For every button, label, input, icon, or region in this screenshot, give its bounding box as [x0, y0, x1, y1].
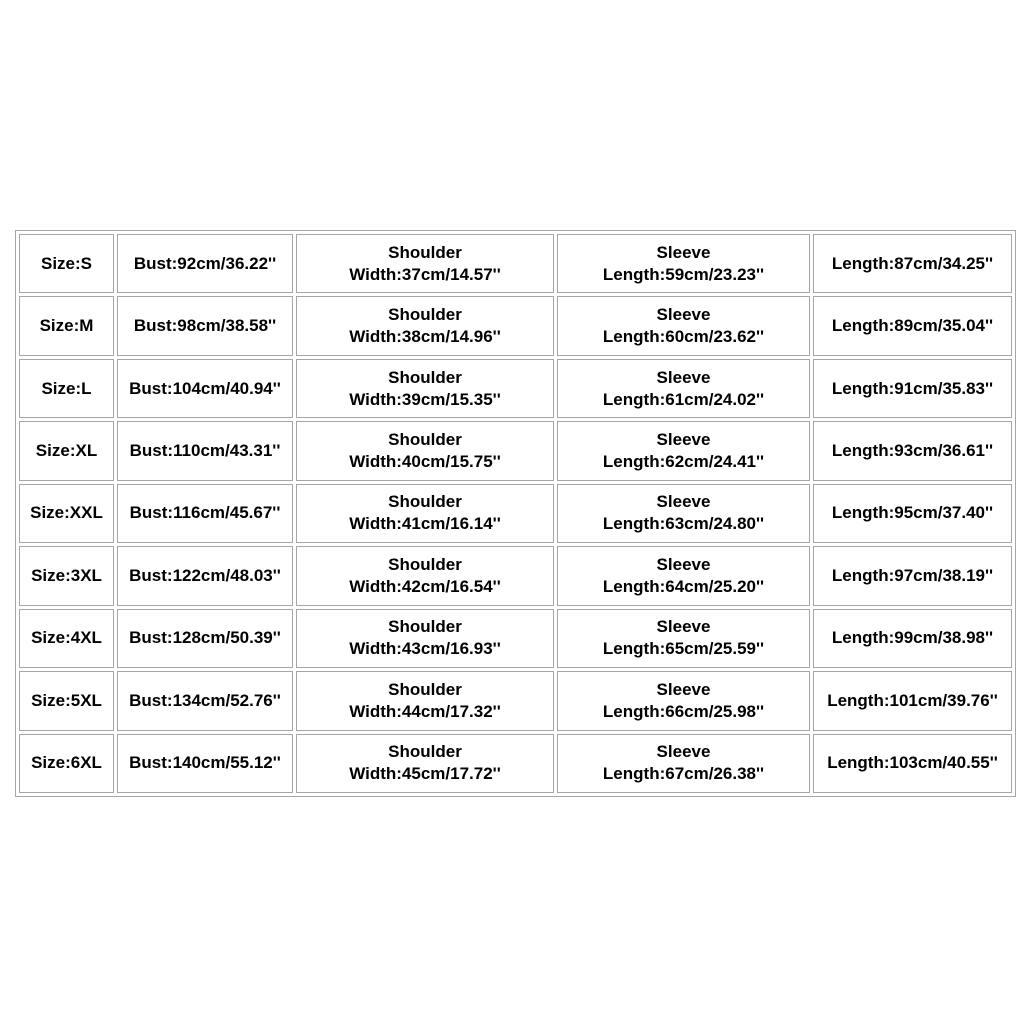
- size-row-xxl: [19, 484, 1012, 543]
- sleeve-value: Length:61cm/24.02'': [602, 389, 765, 409]
- shoulder-label: Shoulder: [388, 617, 462, 637]
- shoulder-width-cell: [296, 421, 554, 480]
- size-row-3xl: [19, 546, 1012, 605]
- shoulder-value: Width:43cm/16.93'': [349, 639, 501, 659]
- bust-cell: Bust:134cm/52.76'': [117, 671, 293, 730]
- bust-cell: Bust:140cm/55.12'': [117, 734, 293, 794]
- sleeve-label: Sleeve: [656, 742, 711, 762]
- bust-cell: Bust:116cm/45.67'': [117, 484, 293, 543]
- bust-cell: Bust:110cm/43.31'': [117, 421, 293, 480]
- shoulder-value: Width:41cm/16.14'': [349, 514, 501, 534]
- shoulder-label: Shoulder: [388, 679, 462, 699]
- sleeve-length-cell: [557, 609, 810, 668]
- size-chart-table: [15, 230, 1016, 797]
- bust-cell: Bust:98cm/38.58'': [117, 296, 293, 355]
- shoulder-label: Shoulder: [388, 554, 462, 574]
- sleeve-value: Length:67cm/26.38'': [602, 764, 765, 784]
- bust-cell: Bust:92cm/36.22'': [117, 234, 293, 293]
- sleeve-length-cell: [557, 234, 810, 293]
- length-cell: Length:101cm/39.76'': [813, 671, 1012, 730]
- sleeve-length-cell: [557, 359, 810, 418]
- sleeve-length-cell: [557, 421, 810, 480]
- shoulder-value: Width:37cm/14.57'': [349, 264, 501, 284]
- shoulder-width-cell: [296, 359, 554, 418]
- length-cell: Length:89cm/35.04'': [813, 296, 1012, 355]
- size-cell: Size:L: [19, 359, 114, 418]
- sleeve-label: Sleeve: [656, 367, 711, 387]
- sleeve-label: Sleeve: [656, 617, 711, 637]
- size-row-4xl: [19, 609, 1012, 668]
- sleeve-value: Length:62cm/24.41'': [602, 452, 765, 472]
- size-row-5xl: [19, 671, 1012, 730]
- bust-cell: Bust:122cm/48.03'': [117, 546, 293, 605]
- sleeve-length-cell: [557, 484, 810, 543]
- size-cell: Size:XL: [19, 421, 114, 480]
- sleeve-length-cell: [557, 734, 810, 794]
- shoulder-value: Width:42cm/16.54'': [349, 576, 501, 596]
- sleeve-label: Sleeve: [656, 242, 711, 262]
- shoulder-label: Shoulder: [388, 492, 462, 512]
- size-cell: Size:M: [19, 296, 114, 355]
- sleeve-value: Length:63cm/24.80'': [602, 514, 765, 534]
- length-cell: Length:97cm/38.19'': [813, 546, 1012, 605]
- shoulder-value: Width:39cm/15.35'': [349, 389, 501, 409]
- size-row-m: [19, 296, 1012, 355]
- shoulder-width-cell: [296, 609, 554, 668]
- shoulder-label: Shoulder: [388, 305, 462, 325]
- shoulder-width-cell: [296, 671, 554, 730]
- size-cell: Size:XXL: [19, 484, 114, 543]
- shoulder-width-cell: [296, 484, 554, 543]
- shoulder-value: Width:44cm/17.32'': [349, 701, 501, 721]
- sleeve-label: Sleeve: [656, 679, 711, 699]
- shoulder-value: Width:45cm/17.72'': [349, 764, 501, 784]
- shoulder-value: Width:38cm/14.96'': [349, 327, 501, 347]
- size-row-6xl: [19, 734, 1012, 794]
- sleeve-label: Sleeve: [656, 492, 711, 512]
- size-row-l: [19, 359, 1012, 418]
- length-cell: Length:99cm/38.98'': [813, 609, 1012, 668]
- shoulder-width-cell: [296, 234, 554, 293]
- sleeve-label: Sleeve: [656, 554, 711, 574]
- length-cell: Length:93cm/36.61'': [813, 421, 1012, 480]
- shoulder-width-cell: [296, 734, 554, 794]
- bust-cell: Bust:128cm/50.39'': [117, 609, 293, 668]
- sleeve-label: Sleeve: [656, 430, 711, 450]
- size-cell: Size:5XL: [19, 671, 114, 730]
- sleeve-value: Length:60cm/23.62'': [602, 327, 765, 347]
- sleeve-value: Length:59cm/23.23'': [602, 264, 765, 284]
- sleeve-value: Length:66cm/25.98'': [602, 701, 765, 721]
- shoulder-label: Shoulder: [388, 742, 462, 762]
- size-cell: Size:S: [19, 234, 114, 293]
- size-cell: Size:4XL: [19, 609, 114, 668]
- size-cell: Size:3XL: [19, 546, 114, 605]
- sleeve-value: Length:65cm/25.59'': [602, 639, 765, 659]
- length-cell: Length:91cm/35.83'': [813, 359, 1012, 418]
- length-cell: Length:95cm/37.40'': [813, 484, 1012, 543]
- shoulder-width-cell: [296, 546, 554, 605]
- size-row-s: [19, 234, 1012, 293]
- sleeve-value: Length:64cm/25.20'': [602, 576, 765, 596]
- shoulder-label: Shoulder: [388, 242, 462, 262]
- bust-cell: Bust:104cm/40.94'': [117, 359, 293, 418]
- shoulder-width-cell: [296, 296, 554, 355]
- shoulder-value: Width:40cm/15.75'': [349, 452, 501, 472]
- length-cell: Length:87cm/34.25'': [813, 234, 1012, 293]
- sleeve-length-cell: [557, 546, 810, 605]
- length-cell: Length:103cm/40.55'': [813, 734, 1012, 794]
- size-row-xl: [19, 421, 1012, 480]
- sleeve-length-cell: [557, 671, 810, 730]
- sleeve-label: Sleeve: [656, 305, 711, 325]
- size-cell: Size:6XL: [19, 734, 114, 794]
- sleeve-length-cell: [557, 296, 810, 355]
- shoulder-label: Shoulder: [388, 367, 462, 387]
- shoulder-label: Shoulder: [388, 430, 462, 450]
